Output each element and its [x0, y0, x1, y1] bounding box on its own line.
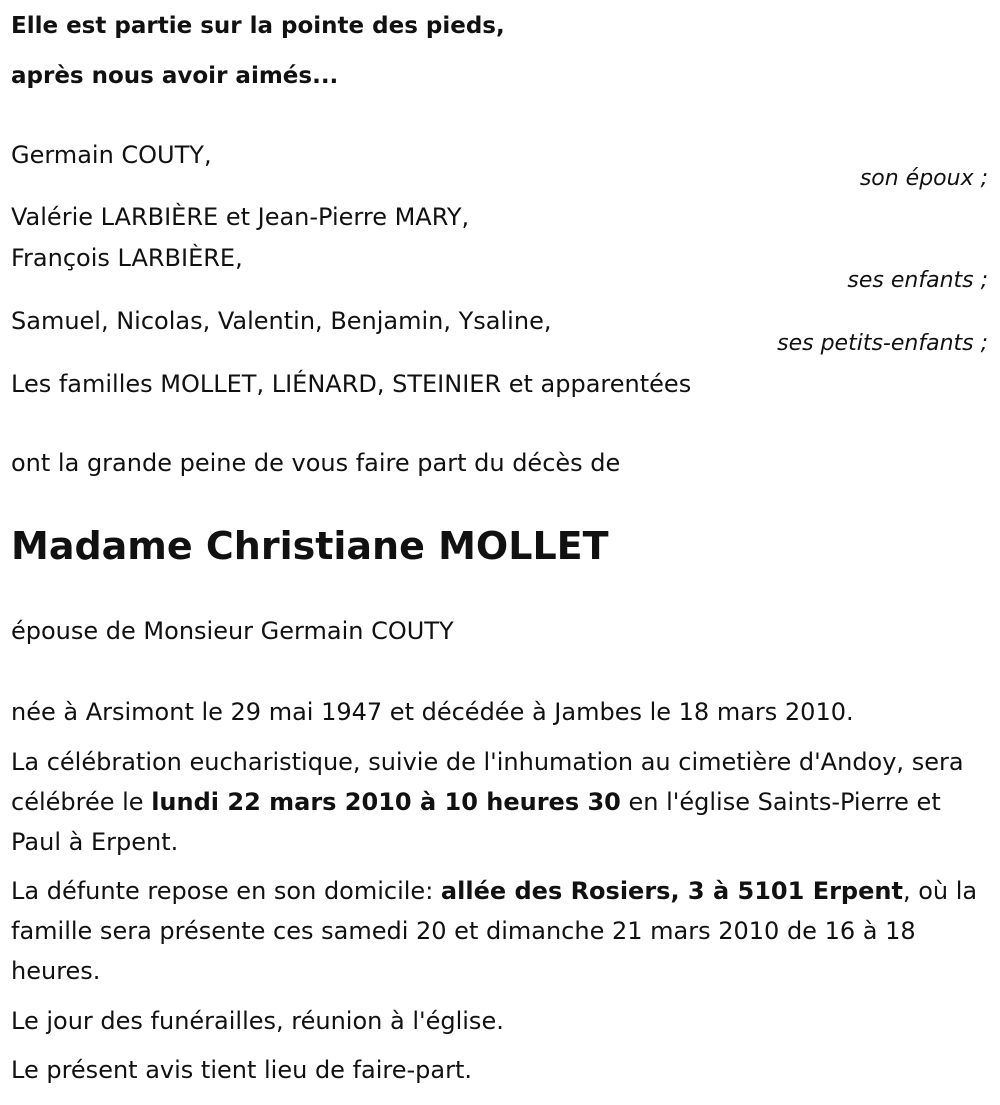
repose-paragraph — [11, 871, 996, 991]
celebration-text-after: en l'église Saints-Pierre et Paul à Erpent. — [11, 788, 941, 856]
funeral-day-line: Le jour des funérailles, réunion à l'église. — [11, 1007, 504, 1035]
announcement-text: ont la grande peine de vous faire part du décès de — [11, 449, 621, 477]
repose-address: allée des Rosiers, 3 à 5101 Erpent — [440, 877, 903, 905]
child-name-2: François LARBIÈRE, — [11, 244, 243, 272]
grandchildren-role: ses petits-enfants ; — [777, 331, 988, 356]
celebration-date: lundi 22 mars 2010 à 10 heures 30 — [151, 788, 621, 816]
celebration-text-before: La célébration eucharistique, suivie de l'inhumation au cimetière d'Andoy, sera célébrée le — [11, 748, 964, 816]
celebration-paragraph — [11, 742, 996, 862]
extended-families: Les familles MOLLET, LIÉNARD, STEINIER et apparentées — [11, 370, 692, 398]
spouse-name: Germain COUTY, — [11, 141, 212, 169]
birth-death-line: née à Arsimont le 29 mai 1947 et décédée à Jambes le 18 mars 2010. — [11, 698, 854, 726]
child-name-1: Valérie LARBIÈRE et Jean-Pierre MARY, — [11, 203, 470, 231]
spouse-role: son époux ; — [859, 166, 988, 191]
epigraph-line-2: après nous avoir aimés... — [11, 63, 339, 89]
spouse-of-line: épouse de Monsieur Germain COUTY — [11, 617, 454, 645]
notice-line: Le présent avis tient lieu de faire-part. — [11, 1056, 473, 1084]
repose-text-before: La défunte repose en son domicile: — [11, 877, 441, 905]
deceased-name: Madame Christiane MOLLET — [11, 524, 609, 568]
grandchildren-names: Samuel, Nicolas, Valentin, Benjamin, Ysaline, — [11, 307, 552, 335]
children-role: ses enfants ; — [847, 268, 988, 293]
epigraph-line-1: Elle est partie sur la pointe des pieds, — [11, 13, 505, 39]
repose-text-after: , où la famille sera présente ces samedi 20 et dimanche 21 mars 2010 de 16 à 18 heures. — [11, 877, 978, 985]
